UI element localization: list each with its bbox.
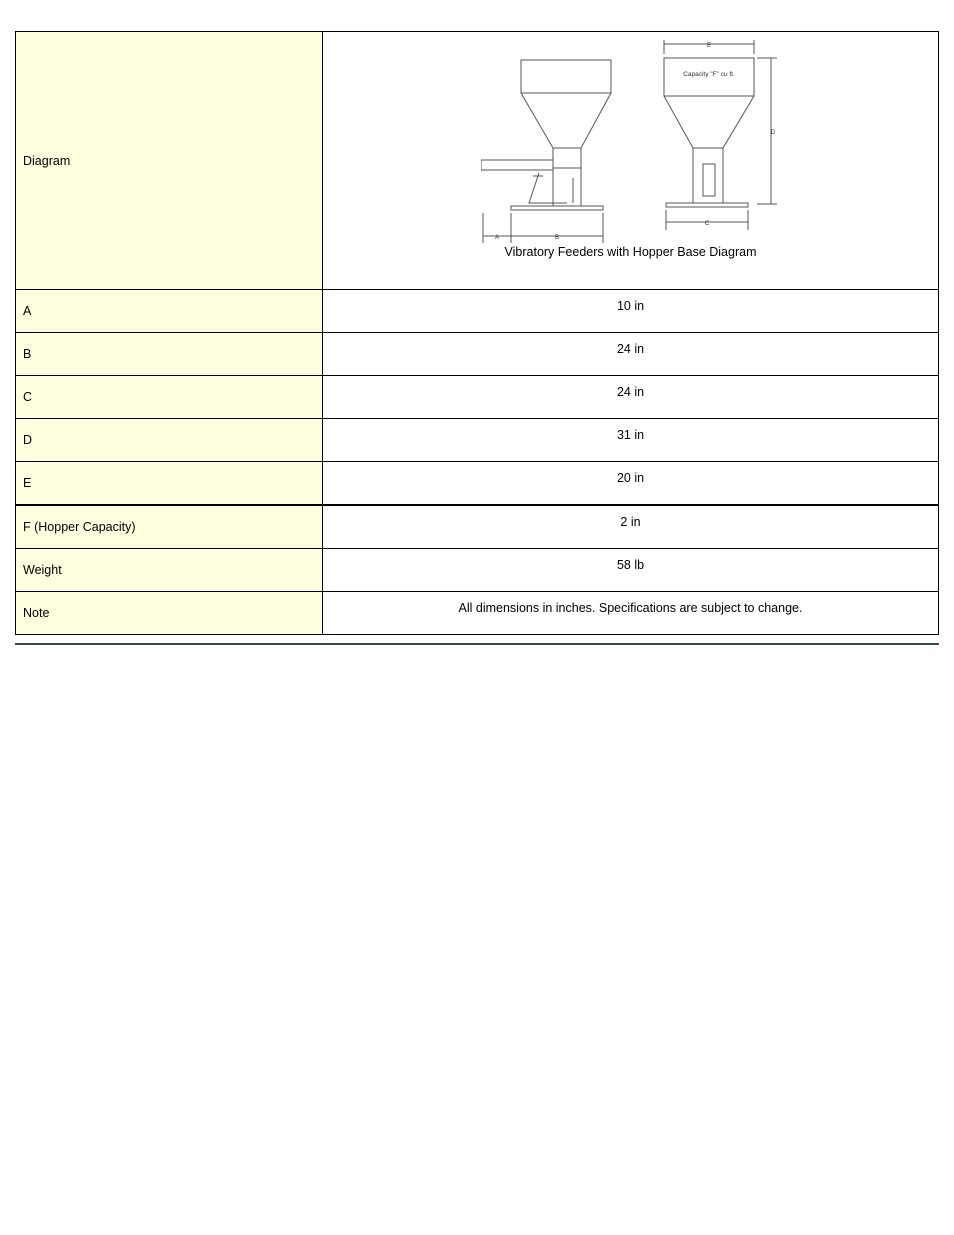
row-value: 24 in [323, 333, 939, 376]
dim-b-label: B [554, 235, 559, 241]
feeder-tray [481, 160, 553, 170]
row-label: A [16, 290, 323, 333]
diagram-caption: Vibratory Feeders with Hopper Base Diagram [504, 245, 757, 259]
table-row [16, 333, 939, 376]
side-base [511, 206, 603, 210]
diagram-cell [323, 32, 939, 290]
diagram-label: Diagram [16, 32, 323, 290]
row-value: All dimensions in inches. Specifications are subject to change. [323, 592, 939, 635]
hopper-diagram [481, 38, 781, 243]
row-label: Weight [16, 549, 323, 592]
row-label: E [16, 462, 323, 506]
row-value: 10 in [323, 290, 939, 333]
divider [15, 643, 939, 645]
capacity-label: Capacity "F" cu ft. [682, 71, 735, 78]
row-label: C [16, 376, 323, 419]
table-row [16, 505, 939, 549]
front-hopper-cone [664, 96, 754, 148]
table-row [16, 290, 939, 333]
front-base [666, 203, 748, 207]
spec-table [15, 31, 939, 635]
dim-d-label: D [770, 130, 775, 136]
dim-e-label: E [706, 43, 711, 49]
dim-c-label: C [704, 221, 709, 227]
row-label: D [16, 419, 323, 462]
table-row [16, 376, 939, 419]
table-row [16, 462, 939, 506]
row-value: 31 in [323, 419, 939, 462]
table-row [16, 592, 939, 635]
row-label: B [16, 333, 323, 376]
row-label: Note [16, 592, 323, 635]
row-value: 58 lb [323, 549, 939, 592]
row-value: 24 in [323, 376, 939, 419]
side-hopper-neck [553, 148, 581, 206]
dim-a-label: A [494, 235, 499, 241]
side-hopper-cone [521, 93, 611, 148]
diagram-row [16, 32, 939, 290]
side-hopper-top [521, 60, 611, 93]
table-row [16, 419, 939, 462]
front-hopper-neck [693, 148, 723, 203]
table-row [16, 549, 939, 592]
row-label: F (Hopper Capacity) [16, 505, 323, 549]
row-value: 2 in [323, 505, 939, 549]
row-value: 20 in [323, 462, 939, 506]
